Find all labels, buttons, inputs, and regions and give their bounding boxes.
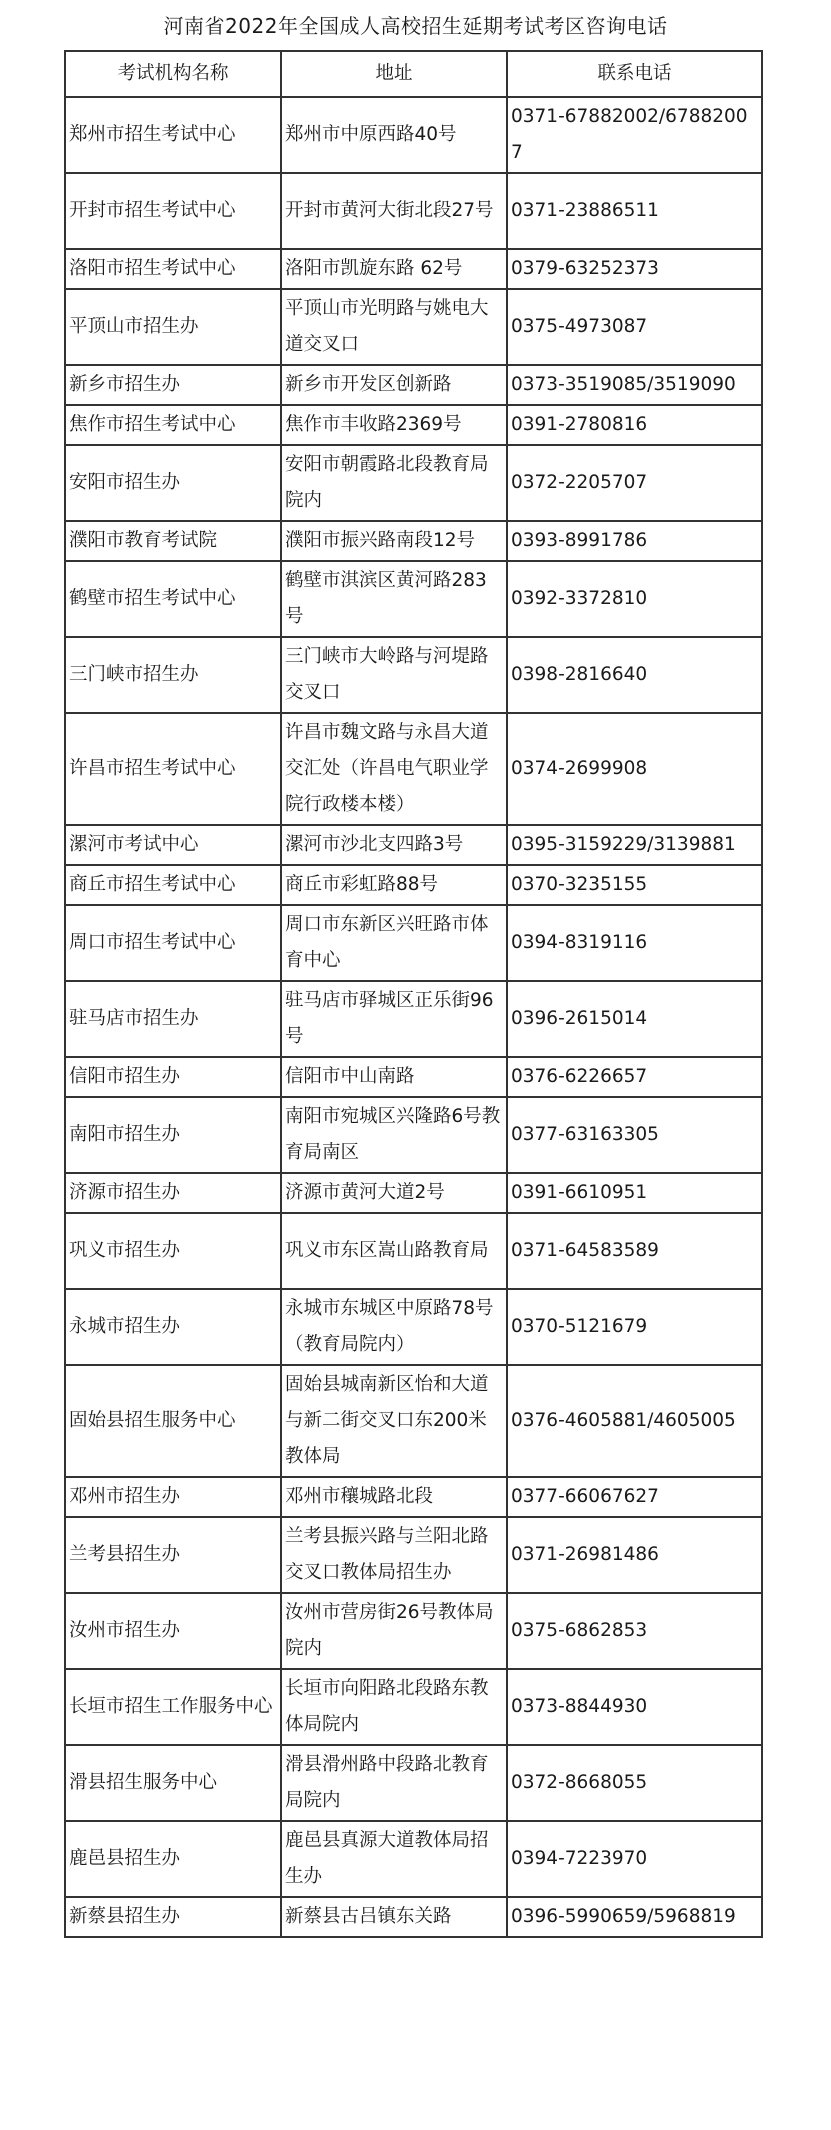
institution-address: 商丘市彩虹路88号: [281, 865, 507, 905]
institution-phone: 0391-6610951: [507, 1173, 762, 1213]
institution-address: 周口市东新区兴旺路市体育中心: [281, 905, 507, 981]
institution-address: 洛阳市凯旋东路 62号: [281, 249, 507, 289]
institution-phone: 0370-5121679: [507, 1289, 762, 1365]
institution-name: 长垣市招生工作服务中心: [65, 1669, 281, 1745]
table-header-row: [65, 51, 762, 97]
institution-name: 洛阳市招生考试中心: [65, 249, 281, 289]
column-header-phone: 联系电话: [507, 51, 762, 97]
table-row: [65, 405, 762, 445]
institution-address: 平顶山市光明路与姚电大道交叉口: [281, 289, 507, 365]
institution-name: 驻马店市招生办: [65, 981, 281, 1057]
institution-name: 商丘市招生考试中心: [65, 865, 281, 905]
institution-phone: 0377-66067627: [507, 1477, 762, 1517]
table-row: [65, 1289, 762, 1365]
institution-name: 安阳市招生办: [65, 445, 281, 521]
institution-phone: 0395-3159229/3139881: [507, 825, 762, 865]
institution-phone: 0371-23886511: [507, 173, 762, 249]
institution-address: 永城市东城区中原路78号（教育局院内）: [281, 1289, 507, 1365]
institution-address: 固始县城南新区怡和大道与新二街交叉口东200米教体局: [281, 1365, 507, 1477]
institution-phone: 0375-4973087: [507, 289, 762, 365]
institution-phone: 0376-4605881/4605005: [507, 1365, 762, 1477]
table-row: [65, 713, 762, 825]
institution-address: 郑州市中原西路40号: [281, 97, 507, 173]
institution-phone: 0377-63163305: [507, 1097, 762, 1173]
table-row: [65, 1593, 762, 1669]
table-row: [65, 1477, 762, 1517]
table-row: [65, 825, 762, 865]
table-row: [65, 1213, 762, 1289]
institution-phone: 0392-3372810: [507, 561, 762, 637]
table-row: [65, 561, 762, 637]
institution-address: 鹿邑县真源大道教体局招生办: [281, 1821, 507, 1897]
table-row: [65, 521, 762, 561]
table-row: [65, 1057, 762, 1097]
table-row: [65, 1745, 762, 1821]
table-row: [65, 981, 762, 1057]
institution-address: 新蔡县古吕镇东关路: [281, 1897, 507, 1937]
institution-phone: 0372-2205707: [507, 445, 762, 521]
institution-address: 濮阳市振兴路南段12号: [281, 521, 507, 561]
institution-address: 巩义市东区嵩山路教育局: [281, 1213, 507, 1289]
institution-address: 鹤壁市淇滨区黄河路283号: [281, 561, 507, 637]
institution-phone: 0394-7223970: [507, 1821, 762, 1897]
table-row: [65, 289, 762, 365]
institution-name: 漯河市考试中心: [65, 825, 281, 865]
institution-name: 周口市招生考试中心: [65, 905, 281, 981]
institution-name: 济源市招生办: [65, 1173, 281, 1213]
institution-name: 郑州市招生考试中心: [65, 97, 281, 173]
institution-phone: 0398-2816640: [507, 637, 762, 713]
column-header-name: 考试机构名称: [65, 51, 281, 97]
institution-phone: 0391-2780816: [507, 405, 762, 445]
institution-address: 许昌市魏文路与永昌大道交汇处（许昌电气职业学院行政楼本楼）: [281, 713, 507, 825]
institution-address: 济源市黄河大道2号: [281, 1173, 507, 1213]
institution-name: 汝州市招生办: [65, 1593, 281, 1669]
institution-name: 兰考县招生办: [65, 1517, 281, 1593]
institution-name: 三门峡市招生办: [65, 637, 281, 713]
table-row: [65, 1173, 762, 1213]
institution-name: 焦作市招生考试中心: [65, 405, 281, 445]
institution-phone: 0372-8668055: [507, 1745, 762, 1821]
table-row: [65, 249, 762, 289]
column-header-address: 地址: [281, 51, 507, 97]
institution-address: 滑县滑州路中段路北教育局院内: [281, 1745, 507, 1821]
institution-phone: 0396-2615014: [507, 981, 762, 1057]
table-row: [65, 637, 762, 713]
institution-address: 安阳市朝霞路北段教育局院内: [281, 445, 507, 521]
institution-name: 平顶山市招生办: [65, 289, 281, 365]
institution-phone: 0393-8991786: [507, 521, 762, 561]
institution-phone: 0373-3519085/3519090: [507, 365, 762, 405]
table-row: [65, 445, 762, 521]
institution-address: 三门峡市大岭路与河堤路交叉口: [281, 637, 507, 713]
table-row: [65, 1365, 762, 1477]
institution-name: 滑县招生服务中心: [65, 1745, 281, 1821]
institution-phone: 0370-3235155: [507, 865, 762, 905]
institution-name: 巩义市招生办: [65, 1213, 281, 1289]
institution-address: 汝州市营房街26号教体局院内: [281, 1593, 507, 1669]
contact-table: [64, 50, 763, 1938]
table-row: [65, 1097, 762, 1173]
institution-phone: 0379-63252373: [507, 249, 762, 289]
institution-name: 开封市招生考试中心: [65, 173, 281, 249]
institution-address: 焦作市丰收路2369号: [281, 405, 507, 445]
institution-phone: 0373-8844930: [507, 1669, 762, 1745]
table-row: [65, 905, 762, 981]
institution-address: 兰考县振兴路与兰阳北路交叉口教体局招生办: [281, 1517, 507, 1593]
table-row: [65, 1517, 762, 1593]
institution-name: 鹿邑县招生办: [65, 1821, 281, 1897]
institution-phone: 0374-2699908: [507, 713, 762, 825]
table-row: [65, 1897, 762, 1937]
institution-address: 南阳市宛城区兴隆路6号教育局南区: [281, 1097, 507, 1173]
institution-name: 濮阳市教育考试院: [65, 521, 281, 561]
institution-name: 邓州市招生办: [65, 1477, 281, 1517]
institution-address: 长垣市向阳路北段路东教体局院内: [281, 1669, 507, 1745]
institution-address: 信阳市中山南路: [281, 1057, 507, 1097]
institution-name: 鹤壁市招生考试中心: [65, 561, 281, 637]
institution-phone: 0376-6226657: [507, 1057, 762, 1097]
table-row: [65, 865, 762, 905]
institution-phone: 0394-8319116: [507, 905, 762, 981]
institution-name: 固始县招生服务中心: [65, 1365, 281, 1477]
institution-phone: 0371-67882002/67882007: [507, 97, 762, 173]
table-row: [65, 1669, 762, 1745]
institution-address: 驻马店市驿城区正乐街96号: [281, 981, 507, 1057]
table-row: [65, 173, 762, 249]
institution-address: 新乡市开发区创新路: [281, 365, 507, 405]
institution-phone: 0371-64583589: [507, 1213, 762, 1289]
institution-name: 南阳市招生办: [65, 1097, 281, 1173]
institution-name: 新蔡县招生办: [65, 1897, 281, 1937]
institution-address: 邓州市穰城路北段: [281, 1477, 507, 1517]
institution-phone: 0396-5990659/5968819: [507, 1897, 762, 1937]
institution-name: 永城市招生办: [65, 1289, 281, 1365]
institution-address: 漯河市沙北支四路3号: [281, 825, 507, 865]
institution-address: 开封市黄河大街北段27号: [281, 173, 507, 249]
institution-name: 许昌市招生考试中心: [65, 713, 281, 825]
table-row: [65, 97, 762, 173]
institution-name: 新乡市招生办: [65, 365, 281, 405]
page-title: 河南省2022年全国成人高校招生延期考试考区咨询电话: [163, 14, 668, 38]
institution-name: 信阳市招生办: [65, 1057, 281, 1097]
institution-phone: 0375-6862853: [507, 1593, 762, 1669]
table-row: [65, 1821, 762, 1897]
table-row: [65, 365, 762, 405]
institution-phone: 0371-26981486: [507, 1517, 762, 1593]
